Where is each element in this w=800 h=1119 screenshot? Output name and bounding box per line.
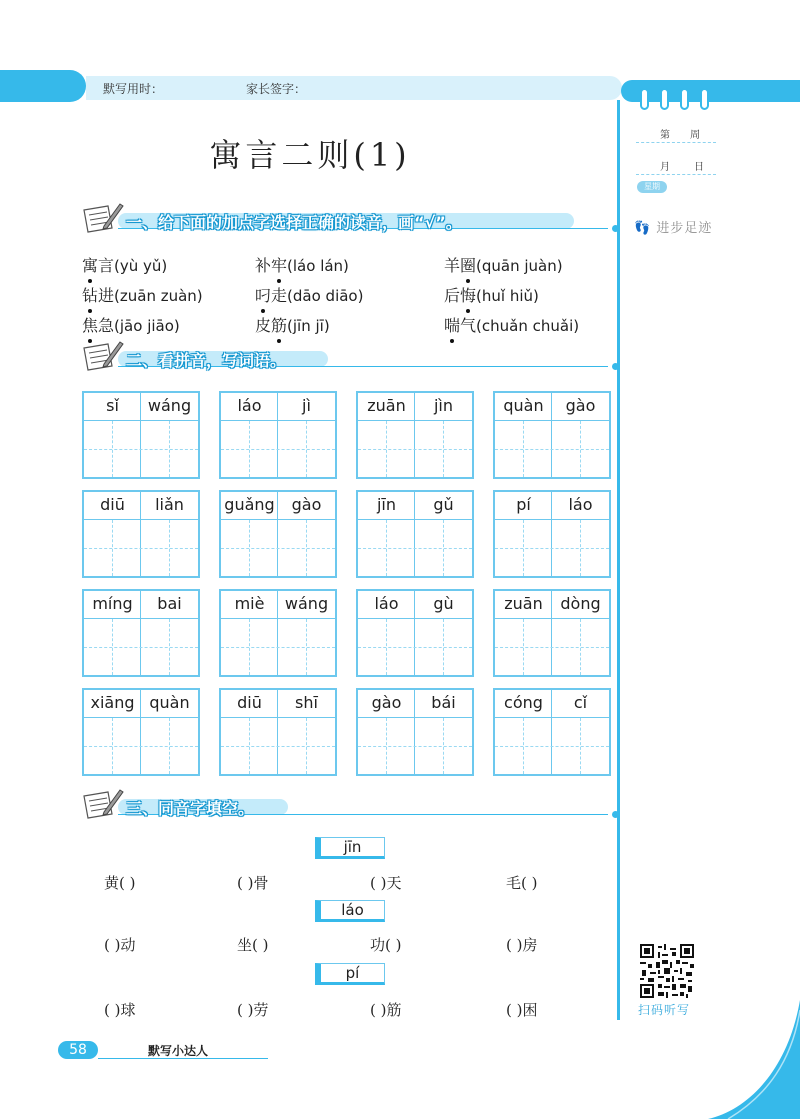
homophone-pinyin-label: pí: [315, 963, 385, 985]
section3-heading: 三、同音字填空。: [126, 799, 255, 818]
reading-option-1[interactable]: 寓言(yù yǔ): [82, 253, 167, 276]
homophone-blank[interactable]: ( )球: [104, 1001, 136, 1019]
pinyin-syllable: dòng: [560, 594, 601, 613]
pinyin-row: [358, 690, 472, 718]
word-writing-box[interactable]: [356, 688, 474, 776]
pinyin-syllable: jīn: [376, 495, 397, 514]
pinyin-syllable: láo: [374, 594, 399, 613]
book-title: 默写小达人: [148, 1044, 209, 1058]
pinyin-row: [84, 690, 198, 718]
pinyin-syllable: bái: [431, 693, 456, 712]
pinyin-syllable: shī: [295, 693, 318, 712]
pinyin-row: [221, 591, 335, 619]
homophone-pinyin-label: jīn: [315, 837, 385, 859]
homophone-blank[interactable]: ( )困: [506, 1001, 538, 1019]
pinyin-syllable: xiāng: [90, 693, 135, 712]
word-writing-box[interactable]: [493, 391, 611, 479]
pinyin-syllable: sǐ: [106, 396, 119, 415]
homophone-blank[interactable]: 功( ): [370, 936, 402, 954]
pinyin-row: [84, 591, 198, 619]
section1-heading: 一、给下面的加点字选择正确的读音，画“√”。: [126, 213, 462, 232]
page-title: 寓言二则(1): [209, 136, 411, 174]
pinyin-syllable: diū: [237, 693, 262, 712]
pinyin-row: [495, 492, 609, 520]
pinyin-syllable: zuān: [504, 594, 543, 613]
word-writing-box[interactable]: [82, 490, 200, 578]
reading-option-9[interactable]: 喘气(chuǎn chuǎi): [444, 313, 579, 336]
progress-footprints: [634, 217, 712, 236]
pinyin-syllable: cǐ: [573, 693, 588, 712]
qr-code-icon[interactable]: [640, 944, 694, 998]
pinyin-row: [221, 492, 335, 520]
calendar-week-label-2: 周: [690, 130, 700, 141]
section2-heading: 二、看拼音，写词语。: [126, 351, 287, 370]
homophone-blank[interactable]: ( )骨: [237, 874, 269, 892]
reading-option-4[interactable]: 钻进(zuān zuàn): [82, 283, 203, 306]
word-writing-box[interactable]: [82, 391, 200, 479]
pinyin-syllable: diū: [100, 495, 125, 514]
word-writing-box[interactable]: [219, 490, 337, 578]
word-writing-box[interactable]: [82, 589, 200, 677]
qr-caption: 扫码听写: [638, 1003, 691, 1017]
pinyin-syllable: miè: [234, 594, 265, 613]
homophone-blank[interactable]: 黄( ): [104, 874, 136, 892]
pinyin-syllable: láo: [237, 396, 262, 415]
pinyin-row: [358, 393, 472, 421]
pinyin-syllable: gǔ: [433, 495, 454, 514]
pinyin-row: [84, 492, 198, 520]
pinyin-syllable: jìn: [433, 396, 454, 415]
pinyin-syllable: liǎn: [155, 495, 184, 514]
pinyin-syllable: pí: [516, 495, 531, 514]
corner-decoration: [708, 1000, 800, 1119]
footprints-icon: 👣: [634, 221, 652, 236]
word-writing-box[interactable]: [219, 589, 337, 677]
homophone-pinyin-label: láo: [315, 900, 385, 922]
pinyin-syllable: wáng: [147, 396, 192, 415]
word-writing-box[interactable]: [82, 688, 200, 776]
calendar-weekday-badge: 星期: [637, 181, 667, 193]
pinyin-syllable: cóng: [504, 693, 543, 712]
homophone-blank[interactable]: ( )房: [506, 936, 538, 954]
pinyin-row: [84, 393, 198, 421]
word-writing-box[interactable]: [493, 490, 611, 578]
pinyin-syllable: wáng: [284, 594, 329, 613]
pinyin-syllable: quàn: [149, 693, 190, 712]
pinyin-row: [221, 393, 335, 421]
pinyin-syllable: zuān: [367, 396, 406, 415]
sidebar-divider: [617, 100, 620, 1020]
pinyin-row: [358, 492, 472, 520]
parent-signature-label: 家长签字：: [246, 82, 307, 96]
pinyin-syllable: gào: [371, 693, 402, 712]
homophone-blank[interactable]: ( )天: [370, 874, 402, 892]
reading-option-6[interactable]: 后悔(huǐ hiǔ): [444, 283, 539, 306]
dictation-time-label: 默写用时：: [103, 82, 164, 96]
pinyin-syllable: gào: [565, 396, 596, 415]
calendar-day-label: 日: [694, 162, 704, 173]
reading-option-7[interactable]: 焦急(jāo jiāo): [82, 313, 180, 336]
reading-option-3[interactable]: 羊圈(quān juàn): [444, 253, 563, 276]
homophone-blank[interactable]: 坐( ): [237, 936, 269, 954]
homophone-blank[interactable]: ( )动: [104, 936, 136, 954]
calendar-week-label-1: 第: [660, 130, 670, 141]
word-writing-box[interactable]: [219, 688, 337, 776]
calendar-month-label: 月: [660, 162, 670, 173]
page-number: 58: [58, 1041, 98, 1059]
header-bar: [86, 76, 622, 100]
pinyin-syllable: jì: [302, 396, 311, 415]
pinyin-syllable: láo: [568, 495, 593, 514]
progress-label: 进步足迹: [656, 221, 713, 236]
pinyin-syllable: gù: [433, 594, 454, 613]
homophone-blank[interactable]: ( )筋: [370, 1001, 402, 1019]
word-writing-box[interactable]: [219, 391, 337, 479]
calendar-card: [630, 104, 720, 194]
pinyin-row: [221, 690, 335, 718]
pinyin-syllable: guǎng: [224, 495, 275, 514]
pinyin-syllable: míng: [92, 594, 133, 613]
header-tab: [0, 70, 86, 102]
homophone-blank[interactable]: ( )劳: [237, 1001, 269, 1019]
reading-option-2[interactable]: 补牢(láo lán): [255, 253, 349, 276]
pinyin-row: [358, 591, 472, 619]
word-writing-box[interactable]: [356, 391, 474, 479]
pinyin-row: [495, 591, 609, 619]
pinyin-syllable: quàn: [503, 396, 544, 415]
word-writing-box[interactable]: [356, 490, 474, 578]
pinyin-syllable: gào: [291, 495, 322, 514]
word-writing-box[interactable]: [356, 589, 474, 677]
reading-option-5[interactable]: 叼走(dāo diāo): [255, 283, 363, 306]
word-writing-box[interactable]: [493, 589, 611, 677]
reading-option-8[interactable]: 皮筋(jīn jī): [255, 313, 330, 336]
pinyin-row: [495, 690, 609, 718]
word-writing-box[interactable]: [493, 688, 611, 776]
homophone-blank[interactable]: 毛( ): [506, 874, 538, 892]
pinyin-syllable: bai: [157, 594, 182, 613]
pinyin-row: [495, 393, 609, 421]
